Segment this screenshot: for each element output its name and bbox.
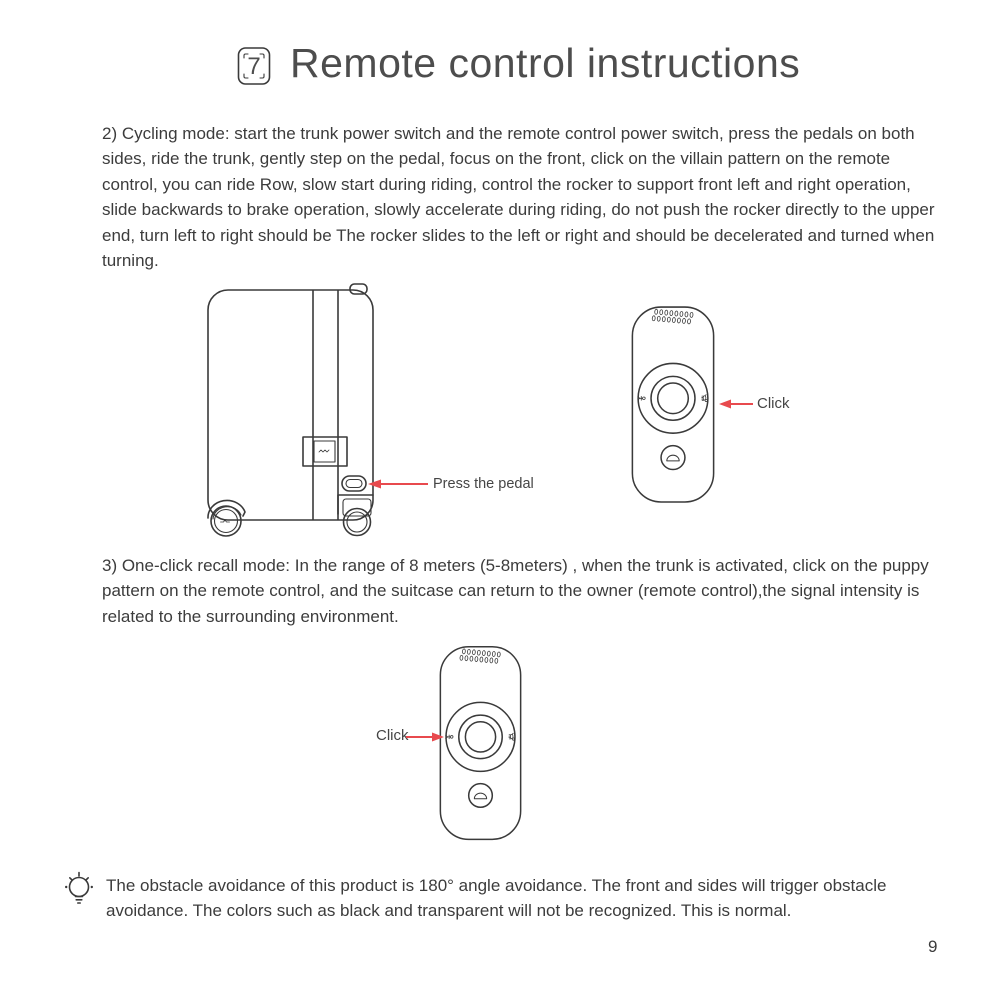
click-arrow-top — [719, 398, 753, 410]
obstacle-note-text: The obstacle avoidance of this product is 180° angle avoidance. The front and sides will trigger obstacle avoidance. The colors such as black and transparent will not be recognized. This is normal. — [106, 876, 887, 920]
puppy-pattern-icon — [702, 395, 708, 402]
suitcase-left-wheel — [208, 500, 245, 536]
puppy-pattern-icon — [509, 733, 515, 740]
speaker-holes — [460, 649, 501, 664]
remote-control-illustration-top — [630, 302, 716, 508]
suitcase-handle-button — [350, 284, 367, 294]
suitcase-strap — [313, 291, 338, 520]
press-pedal-label: Press the pedal — [433, 476, 534, 492]
numbered-frame-icon — [237, 46, 271, 86]
suitcase-right-wheel — [338, 495, 373, 536]
paragraph-recall-mode: 3) One-click recall mode: In the range of 8 meters (5-8meters) , when the trunk is activated, click on the puppy pattern on the remote control, and the suitcase can return to the owner (remote control),the signal intensity is related to the surrounding environment. — [102, 556, 929, 626]
page-title: Remote control instructions — [290, 40, 801, 86]
suitcase-control-box — [303, 437, 347, 466]
click-label-top: Click — [757, 395, 790, 412]
click-arrow-bottom — [406, 731, 444, 743]
remote-body — [632, 307, 713, 502]
remote-control-illustration-bottom — [438, 636, 523, 851]
speaker-holes — [652, 309, 693, 324]
joystick-ring — [638, 363, 708, 433]
suitcase-illustration — [190, 280, 390, 540]
suitcase-body — [208, 290, 373, 520]
suitcase-pedal — [342, 476, 366, 491]
section-number-badge — [237, 46, 271, 86]
joystick-ring — [446, 702, 515, 771]
press-pedal-arrow — [368, 478, 428, 490]
remote-body — [440, 647, 520, 840]
lightbulb-icon — [63, 870, 97, 910]
click-label-bottom: Click — [376, 727, 409, 744]
page-header — [0, 40, 1000, 94]
section-number: 7 — [247, 53, 261, 80]
page-number: 9 — [928, 937, 938, 956]
home-button-icon — [661, 446, 685, 470]
paragraph-cycling-mode: 2) Cycling mode: start the trunk power switch and the remote control power switch, press the pedals on both sides, ride the trunk, gently step on the pedal, focus on the front, click on the villain pattern on the remote control, you can ride Row, slow start during riding, control the rocker to support front left and right operation, slide backwards to brake operation, slowly accelerate during riding, do not push the rocker directly to the upper end, turn left to right should be The rocker slides to the left or right and should be decelerated and turned when turning. — [102, 124, 935, 271]
home-button-icon — [469, 784, 493, 808]
